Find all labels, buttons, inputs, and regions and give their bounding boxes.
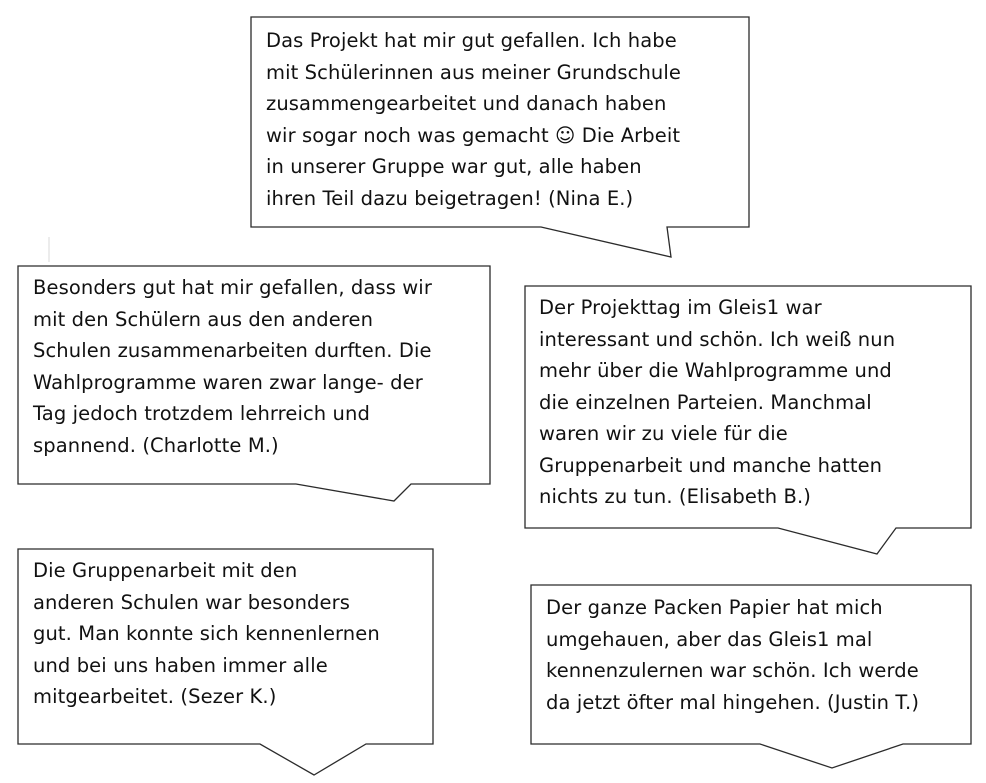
quote-elisabeth: Der Projekttag im Gleis1 war interessant und schön. Ich weiß nun mehr über die Wahlprogramme und die einzelnen Parteien. Manchmal waren wir zu viele für die Gruppenarbeit und manche hatten nichts zu tun. (Elisabeth B.)	[539, 296, 896, 508]
quote-charlotte: Besonders gut hat mir gefallen, dass wir mit den Schülern aus den anderen Schulen zusammenarbeiten durften. Die Wahlprogramme waren zwar lange- der Tag jedoch trotzdem lehrreich und spannend. (Charlotte M.)	[33, 276, 432, 457]
quote-justin: Der ganze Packen Papier hat mich umgehauen, aber das Gleis1 mal kennenzulernen war schön. Ich werde da jetzt öfter mal hingehen. (Justin T.)	[546, 596, 920, 714]
quote-nina: Das Projekt hat mir gut gefallen. Ich habe mit Schülerinnen aus meiner Grundschule zusammengearbeitet und danach haben wir sogar noch was gemacht ☺ Die Arbeit in unserer Gruppe war gut, alle haben ihren Teil dazu beigetragen! (Nina E.)	[266, 29, 681, 210]
quote-sezer: Die Gruppenarbeit mit den anderen Schulen war besonders gut. Man konnte sich kennenlernen und bei uns haben immer alle mitgearbeitet. (Sezer K.)	[33, 559, 380, 708]
